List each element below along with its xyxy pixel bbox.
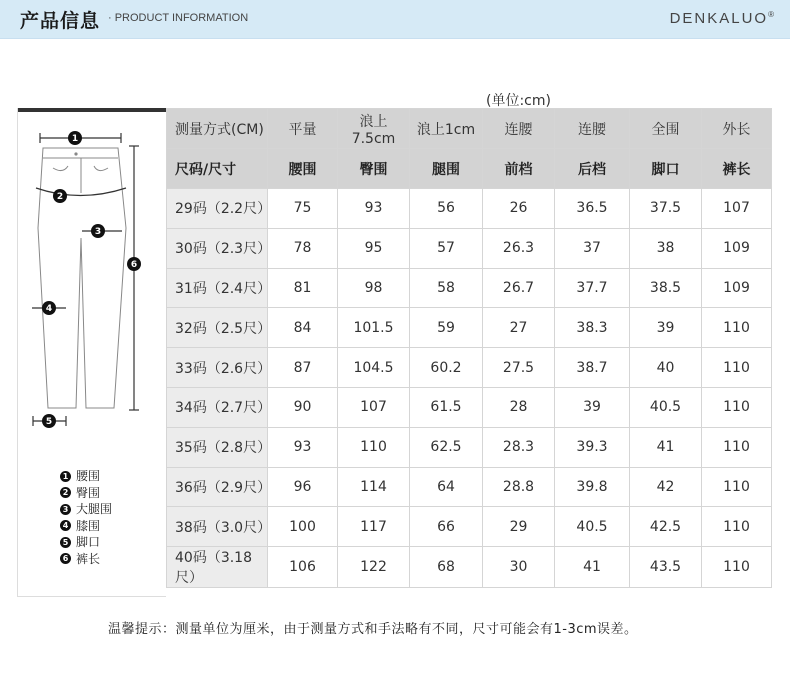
table-cell: 42.5 [630,507,702,547]
table-cell: 38.7 [555,348,630,388]
legend-item [60,534,112,551]
table-cell: 28.8 [483,467,555,507]
marker-6-label: 6 [130,260,138,270]
table-cell: 39 [555,387,630,427]
table-cell: 110 [702,348,772,388]
table-cell: 36.5 [555,189,630,229]
table-cell: 93 [338,189,410,229]
header-cell: 腰围 [268,149,338,189]
brand-logo [670,10,774,27]
table-cell: 78 [268,228,338,268]
left-pocket [53,166,68,171]
legend-label: 大腿围 [76,502,113,516]
header-cell: 尺码/尺寸 [167,149,268,189]
header-cell: 测量方式(CM) [167,109,268,149]
table-cell: 117 [338,507,410,547]
table-cell: 106 [268,547,338,588]
table-cell: 95 [338,228,410,268]
table-cell: 68 [410,547,483,588]
table-cell: 38.5 [630,268,702,308]
table-cell: 62.5 [410,427,483,467]
header-row-method [167,109,772,149]
table-row [167,467,772,507]
legend-label: 膝围 [76,518,101,533]
header-cell: 臀围 [338,149,410,189]
size-label-cell: 29码（2.2尺） [167,189,268,229]
table-cell: 28 [483,387,555,427]
legend-label: 腰围 [76,469,101,483]
table-cell: 29 [483,507,555,547]
button [74,152,77,155]
header-cell: 全围 [630,109,702,149]
table-cell: 100 [268,507,338,547]
brand-name: DENKALUO [669,10,769,27]
table-cell: 87 [268,348,338,388]
table-cell: 38 [630,228,702,268]
marker-4-label: 4 [45,304,53,314]
size-label-cell: 32码（2.5尺） [167,308,268,348]
size-label-cell: 35码（2.8尺） [167,427,268,467]
marker-5-label: 5 [45,417,53,427]
table-row [167,308,772,348]
table-cell: 109 [702,228,772,268]
table-cell: 26 [483,189,555,229]
table-cell: 58 [410,268,483,308]
table-cell: 110 [702,387,772,427]
marker-2-label: 2 [56,192,64,202]
table-cell: 40 [630,348,702,388]
header-cell: 外长 [702,109,772,149]
page-header [0,0,790,39]
table-cell: 27.5 [483,348,555,388]
legend-label: 脚口 [76,535,101,549]
table-cell: 28.3 [483,427,555,467]
table-cell: 98 [338,268,410,308]
table-cell: 26.7 [483,268,555,308]
header-cell: 平量 [268,109,338,149]
size-label-cell: 36码（2.9尺） [167,467,268,507]
legend-label: 臀围 [76,485,101,500]
header-cell: 连腰 [483,109,555,149]
header-cell: 脚口 [630,149,702,189]
table-cell: 40.5 [630,387,702,427]
table-cell: 57 [410,228,483,268]
table-cell: 60.2 [410,348,483,388]
table-row [167,268,772,308]
header-cell: 裤长 [702,149,772,189]
table-row [167,189,772,229]
legend-item [60,501,112,518]
table-cell: 64 [410,467,483,507]
legend-item [60,468,112,485]
table-cell: 110 [702,467,772,507]
size-label-cell: 33码（2.6尺） [167,348,268,388]
table-cell: 43.5 [630,547,702,588]
legend-number: 1 [60,471,71,482]
size-label-cell: 34码（2.7尺） [167,387,268,427]
table-row [167,387,772,427]
legend-number: 4 [60,520,71,531]
legend-item [60,551,112,568]
legend-number: 3 [60,504,71,515]
legend-number: 5 [60,537,71,548]
header-cell: 连腰 [555,109,630,149]
header-cell: 前档 [483,149,555,189]
legend-item [60,485,112,502]
table-cell: 104.5 [338,348,410,388]
table-cell: 66 [410,507,483,547]
marker-1-label: 1 [71,134,79,144]
table-row [167,547,772,588]
table-cell: 110 [702,547,772,588]
table-cell: 110 [702,308,772,348]
size-label-cell: 30码（2.3尺） [167,228,268,268]
table-cell: 37.5 [630,189,702,229]
pants-diagram [18,108,166,438]
table-cell: 122 [338,547,410,588]
table-cell: 39 [630,308,702,348]
size-chart-table [166,108,772,588]
legend-number: 6 [60,553,71,564]
right-pocket [94,166,108,171]
table-cell: 37 [555,228,630,268]
marker-3-label: 3 [94,227,102,237]
legend-number: 2 [60,487,71,498]
table-cell: 26.3 [483,228,555,268]
measurement-legend [60,468,112,567]
table-cell: 109 [702,268,772,308]
table-row [167,348,772,388]
table-cell: 107 [702,189,772,229]
table-cell: 30 [483,547,555,588]
table-cell: 84 [268,308,338,348]
table-cell: 41 [555,547,630,588]
table-cell: 37.7 [555,268,630,308]
legend-item [60,518,112,535]
table-cell: 41 [630,427,702,467]
table-row [167,427,772,467]
header-cell: 后档 [555,149,630,189]
table-cell: 93 [268,427,338,467]
table-cell: 39.8 [555,467,630,507]
header-cell: 腿围 [410,149,483,189]
pants-outline [38,148,126,408]
table-cell: 40.5 [555,507,630,547]
table-cell: 59 [410,308,483,348]
table-cell: 39.3 [555,427,630,467]
header-cell: 浪上7.5cm [338,109,410,149]
table-cell: 110 [338,427,410,467]
table-cell: 110 [702,507,772,547]
size-label-cell: 40码（3.18尺） [167,547,268,588]
table-cell: 81 [268,268,338,308]
measurement-note: 温馨提示：测量单位为厘米，由于测量方式和手法略有不同，尺寸可能会有1-3cm误差。 [108,622,638,637]
legend-label: 裤长 [76,551,101,566]
table-cell: 96 [268,467,338,507]
table-cell: 38.3 [555,308,630,348]
table-cell: 27 [483,308,555,348]
table-row [167,507,772,547]
unit-label: (单位:cm) [486,93,551,109]
table-cell: 90 [268,387,338,427]
size-label-cell: 31码（2.4尺） [167,268,268,308]
header-row-size [167,149,772,189]
table-row [167,228,772,268]
table-cell: 114 [338,467,410,507]
table-cell: 107 [338,387,410,427]
table-cell: 75 [268,189,338,229]
table-cell: 101.5 [338,308,410,348]
table-cell: 42 [630,467,702,507]
table-cell: 110 [702,427,772,467]
table-cell: 56 [410,189,483,229]
size-label-cell: 38码（3.0尺） [167,507,268,547]
header-cell: 浪上1cm [410,109,483,149]
page-title: 产品信息 [20,10,101,32]
table-cell: 61.5 [410,387,483,427]
page-subtitle: · PRODUCT INFORMATION [108,12,249,24]
brand-registered-mark: ® [768,10,774,19]
